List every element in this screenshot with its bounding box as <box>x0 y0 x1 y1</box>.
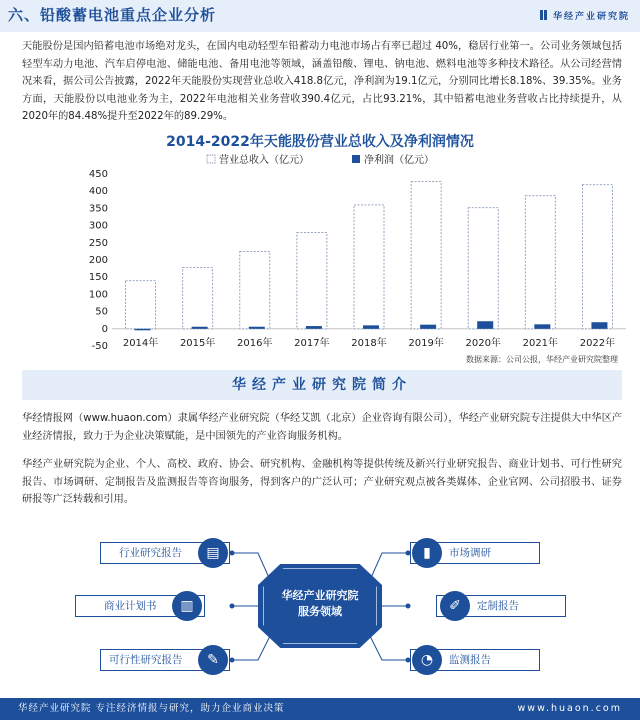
revenue-bar <box>354 205 384 329</box>
y-tick-label: 200 <box>88 255 108 266</box>
net-profit-bar <box>477 321 493 329</box>
y-tick-label: -50 <box>91 341 108 352</box>
net-profit-bar <box>249 327 265 329</box>
about-banner: 华经产业研究院简介 <box>22 370 622 400</box>
report-chart-icon: ▤ <box>198 538 228 568</box>
x-tick-label: 2020年 <box>465 338 501 349</box>
service-industry-report: 行业研究报告 <box>100 542 230 564</box>
revenue-bar <box>183 268 213 329</box>
y-tick-label: 350 <box>88 203 108 215</box>
revenue-bar <box>582 185 612 329</box>
x-tick-label: 2021年 <box>522 338 559 349</box>
y-tick-label: 250 <box>88 237 108 249</box>
source-note: 数据来源：公司公报，华经产业研究院整理 <box>466 355 618 364</box>
chart-title: 2014-2022年天能股份营业总收入及净利润情况 <box>166 134 474 150</box>
footer-url: www.huaon.com <box>517 703 622 714</box>
company-analysis-paragraph: 天能股份是国内铅蓄电池市场绝对龙头，在国内电动轻型车铅蓄动力电池市场占有率已超过 40%，稳居行业第一。公司业务领域包括轻型车动力电池、汽车启停电池、储能电池、备用电池等领域，涵盖铅酸、锂电、钠电池、燃料电池等多种技术路径。从公司经营情况来看，据公司公告披露，2022年天能股份实现营业总收入418.8亿元，净利润为19.1亿元，分别同比增长8.18%、39.35%。业务方面，天能股份以电池业务为主，2022年电池相关业务营收390.4亿元，占比93.21%，其中铅蓄电池业务营收占比持续提升，从2020年的84.48%提升至2022年的89.29%。 <box>22 41 622 122</box>
net-profit-bar <box>420 325 436 329</box>
pie-chart-icon: ◔ <box>412 645 442 675</box>
service-custom-report: 定制报告 <box>436 595 566 617</box>
revenue-bar <box>525 196 555 329</box>
section-title: 六、铅酸蓄电池重点企业分析 <box>8 6 217 24</box>
legend-swatch-net-profit <box>352 155 360 163</box>
x-tick-label: 2022年 <box>579 338 616 349</box>
bar-chart-icon: ▮ <box>412 538 442 568</box>
y-tick-label: 400 <box>88 186 108 198</box>
x-tick-label: 2017年 <box>294 338 330 349</box>
service-business-plan: 商业计划书 <box>75 595 205 617</box>
service-feasibility-report: 可行性研究报告 <box>100 649 230 671</box>
net-profit-bar <box>591 322 607 329</box>
about-paragraph-2: 华经产业研究院为企业、个人、高校、政府、协会、研究机构、金融机构等提供传统及新兴行业研究报告、商业计划书、可行性研究报告、市场调研、定制报告及监测报告等咨询服务，得到客户的广泛认可；产业研究观点被各类媒体、企业官网、公司招股书、证券研报等广泛转载和引用。 <box>22 459 622 505</box>
y-tick-label: 300 <box>88 220 108 232</box>
legend-swatch-revenue <box>207 155 215 163</box>
section-header <box>0 0 640 32</box>
x-tick-label: 2019年 <box>408 338 444 349</box>
revenue-profit-chart <box>0 150 640 355</box>
y-tick-label: 450 <box>88 169 108 180</box>
x-tick-label: 2018年 <box>351 338 387 349</box>
x-tick-label: 2014年 <box>122 338 159 349</box>
legend-label-revenue: 营业总收入（亿元） <box>219 155 309 166</box>
y-tick-label: 100 <box>88 289 108 301</box>
page-footer <box>0 698 640 720</box>
revenue-bar <box>240 251 270 328</box>
brand-logo: 华经产业研究院 <box>540 9 630 22</box>
service-monitoring-report: 监测报告 <box>410 649 540 671</box>
revenue-bar <box>411 182 441 329</box>
net-profit-bar <box>363 325 379 328</box>
footer-slogan: 华经产业研究院 专注经济情报与研究，助力企业商业决策 <box>18 703 285 714</box>
x-tick-label: 2016年 <box>237 338 273 349</box>
services-center-label: 华经产业研究院 服务领域 <box>281 589 359 618</box>
book-icon: ▥ <box>172 591 202 621</box>
document-check-icon: ✎ <box>198 645 228 675</box>
revenue-bar <box>297 232 327 328</box>
y-tick-label: 150 <box>88 272 108 284</box>
y-tick-label: 50 <box>95 306 108 318</box>
pen-icon: ✐ <box>440 591 470 621</box>
net-profit-bar <box>534 324 550 328</box>
revenue-bar <box>126 281 156 329</box>
about-paragraph-1: 华经情报网（www.huaon.com）隶属华经产业研究院（华经艾凯（北京）企业咨询有限公司），华经产业研究院专注提供大中华区产业经济情报，致力于为企业决策赋能，是中国领先的产业咨询服务机构。 <box>22 413 622 442</box>
net-profit-bar <box>306 326 322 329</box>
net-profit-bar <box>192 327 208 329</box>
x-tick-label: 2015年 <box>179 338 216 349</box>
legend-label-net-profit: 净利润（亿元） <box>364 155 434 166</box>
service-market-research: 市场调研 <box>410 542 540 564</box>
net-profit-bar <box>135 329 151 331</box>
y-tick-label: 0 <box>101 323 108 335</box>
revenue-bar <box>468 208 498 329</box>
